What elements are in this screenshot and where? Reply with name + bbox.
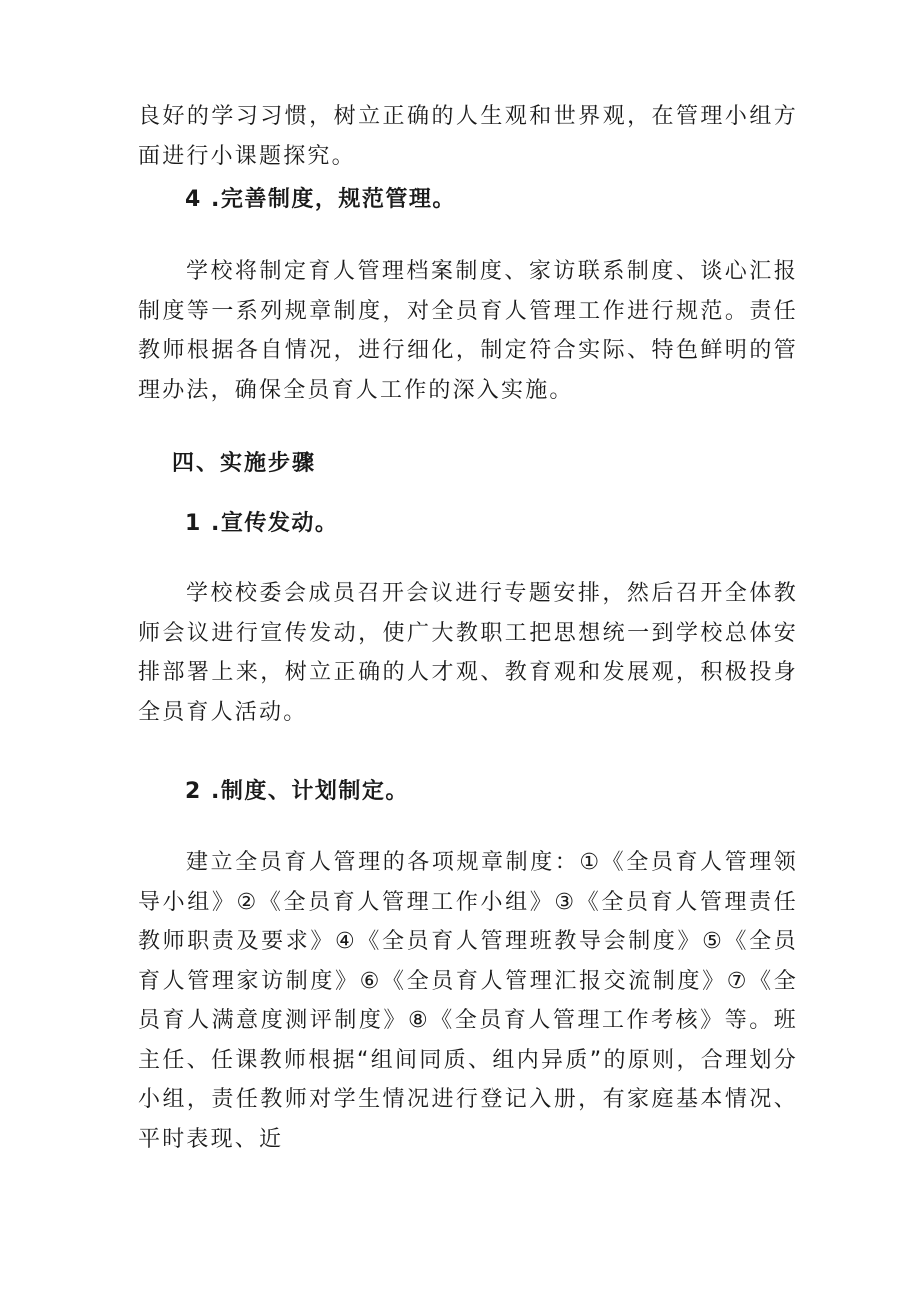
heading-improve-system: 4 .完善制度，规范管理。 xyxy=(185,187,456,212)
paragraph-regulation-list: 建立全员育人管理的各项规章制度：①《全员育人管理领导小组》②《全员育人管理工作小组》③《全员育人管理责任教师职责及要求》④《全员育人管理班教导会制度》⑤《全员育人管理家访制度》⑥《全员育人管理汇报交流制度》⑦《全员育人满意度测评制度》⑧《全员育人管理工作考核》等。班主任、任课教师根据“组间同质、组内异质”的原则，合理划分小组，责任教师对学生情况进行登记入册，有家庭基本情况、平时表现、近 xyxy=(138,850,798,1152)
paragraph-publicity: 学校校委会成员召开会议进行专题安排，然后召开全体教师会议进行宣传发动，使广大教职工把思想统一到学校总体安排部署上来，树立正确的人才观、教育观和发展观，积极投身全员育人活动。 xyxy=(138,581,798,725)
paragraph-study-habits: 良好的学习习惯，树立正确的人生观和世界观，在管理小组方面进行小课题探究。 xyxy=(138,104,798,169)
heading-plan-formulation: 2 .制度、计划制定。 xyxy=(185,779,409,804)
section-heading-implementation-steps: 四、实施步骤 xyxy=(172,451,317,476)
heading-publicity: 1 .宣传发动。 xyxy=(185,511,339,536)
paragraph-regulations: 学校将制定育人管理档案制度、家访联系制度、谈心汇报制度等一系列规章制度，对全员育人管理工作进行规范。责任教师根据各自情况，进行细化，制定符合实际、特色鲜明的管理办法，确保全员育人工作的深入实施。 xyxy=(138,259,798,403)
